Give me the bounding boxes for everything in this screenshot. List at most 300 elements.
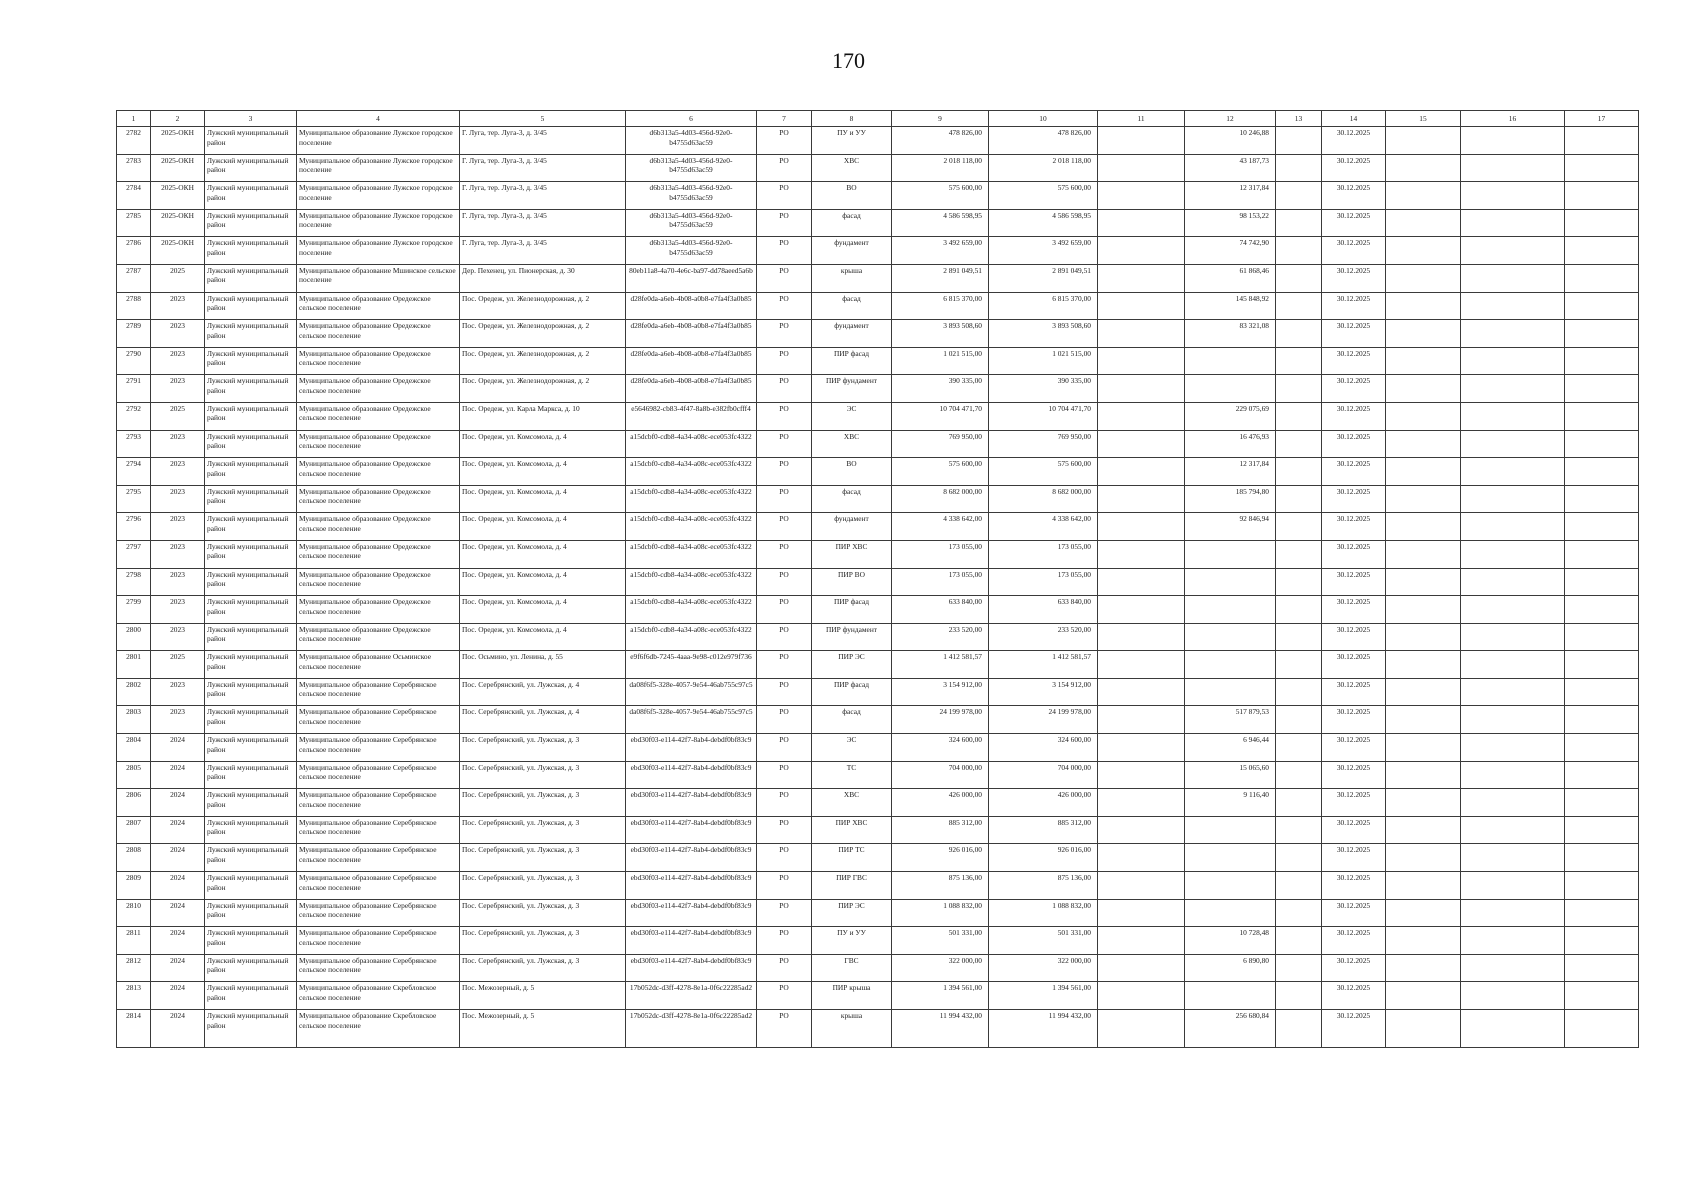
table-cell	[1185, 375, 1276, 403]
table-cell: 2793	[117, 430, 151, 458]
table-cell: Лужский муниципальный район	[205, 872, 297, 900]
table-cell	[1276, 816, 1322, 844]
table-cell	[1461, 375, 1565, 403]
table-cell: Пос. Серебрянский, ул. Лужская, д. 3	[460, 761, 626, 789]
table-cell	[1098, 375, 1185, 403]
table-cell: 15 065,60	[1185, 761, 1276, 789]
table-cell: 2801	[117, 651, 151, 679]
table-cell: 322 000,00	[989, 954, 1098, 982]
table-cell	[1185, 651, 1276, 679]
table-cell: 2807	[117, 816, 151, 844]
table-cell: РО	[757, 430, 812, 458]
table-cell: 30.12.2025	[1322, 458, 1386, 486]
table-cell	[1386, 347, 1461, 375]
table-cell	[1461, 623, 1565, 651]
table-cell	[1098, 127, 1185, 155]
table-cell: ТС	[812, 761, 892, 789]
table-cell	[1276, 292, 1322, 320]
table-cell: Лужский муниципальный район	[205, 292, 297, 320]
table-cell	[1276, 402, 1322, 430]
table-cell	[1276, 264, 1322, 292]
table-cell: РО	[757, 596, 812, 624]
table-cell	[1185, 844, 1276, 872]
table-cell: Пос. Серебрянский, ул. Лужская, д. 4	[460, 706, 626, 734]
table-cell	[1276, 899, 1322, 927]
table-cell: Пос. Оредеж, ул. Комсомола, д. 4	[460, 513, 626, 541]
table-cell: РО	[757, 568, 812, 596]
table-cell: 173 055,00	[989, 568, 1098, 596]
table-cell	[1098, 402, 1185, 430]
table-row	[117, 264, 1639, 292]
table-cell: 2812	[117, 954, 151, 982]
table-cell: 173 055,00	[989, 540, 1098, 568]
table-cell	[1565, 292, 1639, 320]
table-cell	[1461, 899, 1565, 927]
table-cell	[1565, 540, 1639, 568]
table-cell: 30.12.2025	[1322, 347, 1386, 375]
table-cell: 575 600,00	[989, 458, 1098, 486]
table-cell: Лужский муниципальный район	[205, 1010, 297, 1048]
table-cell: РО	[757, 292, 812, 320]
table-cell	[1565, 375, 1639, 403]
table-cell	[1386, 816, 1461, 844]
table-cell	[1565, 761, 1639, 789]
table-cell: Пос. Оредеж, ул. Комсомола, д. 4	[460, 485, 626, 513]
table-cell	[1461, 954, 1565, 982]
table-cell: Лужский муниципальный район	[205, 761, 297, 789]
table-cell: 6 815 370,00	[892, 292, 989, 320]
table-cell: 501 331,00	[989, 927, 1098, 955]
table-cell: Пос. Оредеж, ул. Комсомола, д. 4	[460, 540, 626, 568]
table-cell	[1098, 596, 1185, 624]
table-cell: Лужский муниципальный район	[205, 568, 297, 596]
table-cell: Лужский муниципальный район	[205, 320, 297, 348]
table-cell	[1276, 347, 1322, 375]
table-cell: 185 794,80	[1185, 485, 1276, 513]
table-cell: 17b052dc-d3ff-4278-8e1a-0f6c22285ad2	[626, 982, 757, 1010]
table-cell: Пос. Оредеж, ул. Комсомола, д. 4	[460, 568, 626, 596]
table-cell: 1 412 581,57	[989, 651, 1098, 679]
table-cell: Муниципальное образование Серебрянское сельское поселение	[297, 872, 460, 900]
table-cell: 2023	[151, 458, 205, 486]
table-cell	[1386, 154, 1461, 182]
table-cell: 2025-ОКН	[151, 154, 205, 182]
table-cell	[1276, 375, 1322, 403]
table-cell: фундамент	[812, 320, 892, 348]
table-row	[117, 568, 1639, 596]
table-cell: 16 476,93	[1185, 430, 1276, 458]
table-cell: 61 868,46	[1185, 264, 1276, 292]
table-cell: Пос. Оредеж, ул. Карла Маркса, д. 10	[460, 402, 626, 430]
table-cell: ebd30f03-e114-42f7-8ab4-debdf0bf83c9	[626, 954, 757, 982]
table-cell: ebd30f03-e114-42f7-8ab4-debdf0bf83c9	[626, 734, 757, 762]
table-cell: Пос. Серебрянский, ул. Лужская, д. 3	[460, 927, 626, 955]
table-cell: 8 682 000,00	[989, 485, 1098, 513]
table-cell: 80eb11a8-4a70-4e6c-ba97-dd78aeed5a6b	[626, 264, 757, 292]
table-cell: a15dcbf0-cdb8-4a34-a08c-ece053fc4322	[626, 540, 757, 568]
table-cell: 478 826,00	[892, 127, 989, 155]
table-cell	[1276, 540, 1322, 568]
table-cell: 704 000,00	[989, 761, 1098, 789]
table-cell	[1386, 513, 1461, 541]
table-cell	[1098, 568, 1185, 596]
table-cell	[1386, 485, 1461, 513]
table-cell: РО	[757, 237, 812, 265]
table-cell: 2023	[151, 485, 205, 513]
table-cell: ПУ и УУ	[812, 127, 892, 155]
table-cell: Пос. Серебрянский, ул. Лужская, д. 3	[460, 872, 626, 900]
table-cell: 2797	[117, 540, 151, 568]
table-cell: 2023	[151, 678, 205, 706]
column-header: 6	[626, 111, 757, 127]
column-header: 17	[1565, 111, 1639, 127]
table-cell: РО	[757, 375, 812, 403]
column-header: 3	[205, 111, 297, 127]
table-cell: 30.12.2025	[1322, 816, 1386, 844]
table-cell: Г. Луга, тер. Луга-3, д. 3/45	[460, 237, 626, 265]
table-cell: d6b313a5-4d03-456d-92e0-b4755d63ac59	[626, 209, 757, 237]
table-cell: крыша	[812, 264, 892, 292]
table-cell: РО	[757, 982, 812, 1010]
table-cell	[1276, 209, 1322, 237]
table-cell	[1565, 899, 1639, 927]
table-cell: Муниципальное образование Скребловское сельское поселение	[297, 982, 460, 1010]
table-cell	[1276, 320, 1322, 348]
table-cell	[1461, 182, 1565, 210]
column-header: 1	[117, 111, 151, 127]
table-cell: 145 848,92	[1185, 292, 1276, 320]
table-cell	[1565, 513, 1639, 541]
table-cell: 769 950,00	[892, 430, 989, 458]
table-cell	[1098, 430, 1185, 458]
table-cell	[1461, 540, 1565, 568]
table-cell: 30.12.2025	[1322, 209, 1386, 237]
table-cell	[1276, 927, 1322, 955]
table-cell: 2025-ОКН	[151, 127, 205, 155]
table-cell: Муниципальное образование Оредежское сельское поселение	[297, 540, 460, 568]
table-cell: 43 187,73	[1185, 154, 1276, 182]
table-cell: Муниципальное образование Оредежское сельское поселение	[297, 292, 460, 320]
column-header: 16	[1461, 111, 1565, 127]
table-cell	[1276, 237, 1322, 265]
table-cell	[1386, 596, 1461, 624]
table-cell: 2784	[117, 182, 151, 210]
table-cell	[1276, 623, 1322, 651]
table-cell	[1098, 872, 1185, 900]
table-cell: 2023	[151, 596, 205, 624]
table-cell: Муниципальное образование Серебрянское сельское поселение	[297, 706, 460, 734]
table-cell	[1098, 237, 1185, 265]
table-row	[117, 127, 1639, 155]
table-cell: 2 891 049,51	[989, 264, 1098, 292]
table-cell: 30.12.2025	[1322, 237, 1386, 265]
table-cell: 2023	[151, 292, 205, 320]
table-cell: 83 321,08	[1185, 320, 1276, 348]
table-cell	[1276, 678, 1322, 706]
table-row	[117, 734, 1639, 762]
table-cell: ПИР фасад	[812, 596, 892, 624]
table-cell: фасад	[812, 485, 892, 513]
table-cell	[1185, 623, 1276, 651]
column-header: 5	[460, 111, 626, 127]
column-header: 4	[297, 111, 460, 127]
table-cell	[1461, 1010, 1565, 1048]
table-row	[117, 237, 1639, 265]
table-cell: Муниципальное образование Оредежское сельское поселение	[297, 513, 460, 541]
table-cell: 2023	[151, 513, 205, 541]
table-cell: Лужский муниципальный район	[205, 127, 297, 155]
table-cell	[1386, 954, 1461, 982]
table-cell: 30.12.2025	[1322, 761, 1386, 789]
table-cell: 6 815 370,00	[989, 292, 1098, 320]
table-cell: 17b052dc-d3ff-4278-8e1a-0f6c22285ad2	[626, 1010, 757, 1048]
column-header: 10	[989, 111, 1098, 127]
table-cell: 3 154 912,00	[892, 678, 989, 706]
table-cell: 2025	[151, 264, 205, 292]
table-cell: Пос. Оредеж, ул. Железнодорожная, д. 2	[460, 292, 626, 320]
table-row	[117, 375, 1639, 403]
table-cell: 390 335,00	[892, 375, 989, 403]
table-cell: 10 704 471,70	[892, 402, 989, 430]
table-cell: 2025-ОКН	[151, 237, 205, 265]
table-row	[117, 513, 1639, 541]
table-cell: 2790	[117, 347, 151, 375]
table-cell: 426 000,00	[892, 789, 989, 817]
table-cell	[1461, 706, 1565, 734]
table-cell: d6b313a5-4d03-456d-92e0-b4755d63ac59	[626, 154, 757, 182]
table-cell	[1461, 402, 1565, 430]
table-cell: 2808	[117, 844, 151, 872]
table-cell	[1565, 320, 1639, 348]
table-cell	[1565, 430, 1639, 458]
table-cell	[1461, 568, 1565, 596]
column-header: 14	[1322, 111, 1386, 127]
table-row	[117, 347, 1639, 375]
table-cell	[1461, 678, 1565, 706]
table-cell	[1276, 651, 1322, 679]
table-cell: Муниципальное образование Осьминское сельское поселение	[297, 651, 460, 679]
table-cell: ebd30f03-e114-42f7-8ab4-debdf0bf83c9	[626, 899, 757, 927]
table-cell	[1185, 540, 1276, 568]
table-cell: 1 088 832,00	[892, 899, 989, 927]
table-row	[117, 899, 1639, 927]
table-cell: 2800	[117, 623, 151, 651]
table-cell: 2802	[117, 678, 151, 706]
table-cell: d28fe0da-a6eb-4b08-a0b8-e7fa4f3a0b85	[626, 320, 757, 348]
table-cell: ebd30f03-e114-42f7-8ab4-debdf0bf83c9	[626, 844, 757, 872]
table-cell: a15dcbf0-cdb8-4a34-a08c-ece053fc4322	[626, 430, 757, 458]
table-cell: ebd30f03-e114-42f7-8ab4-debdf0bf83c9	[626, 872, 757, 900]
column-number-row	[117, 111, 1639, 127]
table-cell	[1185, 568, 1276, 596]
table-cell: 30.12.2025	[1322, 264, 1386, 292]
page-number: 170	[832, 48, 865, 73]
table-cell: РО	[757, 927, 812, 955]
table-cell: Пос. Осьмино, ул. Ленина, д. 55	[460, 651, 626, 679]
table-cell: 9 116,40	[1185, 789, 1276, 817]
table-cell: фундамент	[812, 237, 892, 265]
table-cell: РО	[757, 899, 812, 927]
table-cell	[1386, 623, 1461, 651]
table-cell: d28fe0da-a6eb-4b08-a0b8-e7fa4f3a0b85	[626, 375, 757, 403]
table-cell	[1098, 1010, 1185, 1048]
table-cell	[1565, 651, 1639, 679]
table-cell: ГВС	[812, 954, 892, 982]
table-cell	[1565, 982, 1639, 1010]
table-row	[117, 540, 1639, 568]
table-cell: 322 000,00	[892, 954, 989, 982]
table-cell: Лужский муниципальный район	[205, 816, 297, 844]
table-cell: da08f6f5-328e-4057-9e54-46ab755c97c5	[626, 706, 757, 734]
table-cell: 2791	[117, 375, 151, 403]
table-cell	[1098, 678, 1185, 706]
table-cell	[1386, 430, 1461, 458]
table-cell	[1386, 678, 1461, 706]
table-cell	[1565, 816, 1639, 844]
table-cell: Муниципальное образование Оредежское сельское поселение	[297, 485, 460, 513]
table-cell: Лужский муниципальный район	[205, 954, 297, 982]
table-cell: Муниципальное образование Оредежское сельское поселение	[297, 623, 460, 651]
table-cell	[1276, 844, 1322, 872]
table-cell: 2799	[117, 596, 151, 624]
table-cell: 2814	[117, 1010, 151, 1048]
register-table	[116, 110, 1639, 1048]
table-cell: РО	[757, 264, 812, 292]
table-cell	[1565, 872, 1639, 900]
table-cell	[1386, 734, 1461, 762]
table-cell: Муниципальное образование Серебрянское сельское поселение	[297, 899, 460, 927]
table-cell: Муниципальное образование Оредежское сельское поселение	[297, 347, 460, 375]
table-cell: a15dcbf0-cdb8-4a34-a08c-ece053fc4322	[626, 485, 757, 513]
table-cell: 2024	[151, 761, 205, 789]
table-cell: 173 055,00	[892, 568, 989, 596]
table-cell	[1461, 127, 1565, 155]
table-cell: Лужский муниципальный район	[205, 789, 297, 817]
table-cell: 30.12.2025	[1322, 513, 1386, 541]
table-cell: ПИР фасад	[812, 347, 892, 375]
table-cell: 478 826,00	[989, 127, 1098, 155]
table-cell: 30.12.2025	[1322, 734, 1386, 762]
table-cell	[1461, 927, 1565, 955]
table-row	[117, 651, 1639, 679]
table-cell: Пос. Серебрянский, ул. Лужская, д. 4	[460, 678, 626, 706]
table-cell: 2 018 118,00	[989, 154, 1098, 182]
table-cell: Муниципальное образование Серебрянское сельское поселение	[297, 761, 460, 789]
column-header: 13	[1276, 111, 1322, 127]
table-cell	[1386, 540, 1461, 568]
table-row	[117, 402, 1639, 430]
table-cell: ХВС	[812, 430, 892, 458]
table-cell: 2795	[117, 485, 151, 513]
table-cell	[1565, 209, 1639, 237]
table-cell: ПИР ХВС	[812, 540, 892, 568]
table-cell: РО	[757, 734, 812, 762]
table-cell: 10 704 471,70	[989, 402, 1098, 430]
table-cell: 885 312,00	[989, 816, 1098, 844]
table-row	[117, 789, 1639, 817]
table-cell: ВО	[812, 182, 892, 210]
table-cell: 885 312,00	[892, 816, 989, 844]
table-cell	[1565, 154, 1639, 182]
table-cell: 11 994 432,00	[989, 1010, 1098, 1048]
table-cell	[1461, 154, 1565, 182]
table-cell: 10 246,88	[1185, 127, 1276, 155]
table-cell: 3 893 508,60	[989, 320, 1098, 348]
table-cell: Лужский муниципальный район	[205, 430, 297, 458]
table-cell: Пос. Оредеж, ул. Железнодорожная, д. 2	[460, 320, 626, 348]
table-cell	[1276, 954, 1322, 982]
table-cell: ВО	[812, 458, 892, 486]
table-cell: Лужский муниципальный район	[205, 458, 297, 486]
table-cell: ПИР ГВС	[812, 872, 892, 900]
table-cell	[1386, 844, 1461, 872]
table-cell	[1565, 127, 1639, 155]
table-cell	[1565, 182, 1639, 210]
table-cell	[1098, 623, 1185, 651]
table-cell: РО	[757, 623, 812, 651]
table-cell	[1386, 789, 1461, 817]
table-cell: a15dcbf0-cdb8-4a34-a08c-ece053fc4322	[626, 568, 757, 596]
table-cell: Пос. Серебрянский, ул. Лужская, д. 3	[460, 954, 626, 982]
table-cell: 2798	[117, 568, 151, 596]
table-cell: 2788	[117, 292, 151, 320]
table-cell	[1185, 347, 1276, 375]
table-cell	[1386, 872, 1461, 900]
table-cell	[1386, 402, 1461, 430]
table-cell	[1565, 264, 1639, 292]
table-cell: 2023	[151, 347, 205, 375]
table-cell: Пос. Серебрянский, ул. Лужская, д. 3	[460, 844, 626, 872]
table-cell: 30.12.2025	[1322, 954, 1386, 982]
table-cell: РО	[757, 789, 812, 817]
table-cell	[1276, 430, 1322, 458]
table-cell: d6b313a5-4d03-456d-92e0-b4755d63ac59	[626, 237, 757, 265]
table-cell: Пос. Оредеж, ул. Железнодорожная, д. 2	[460, 375, 626, 403]
table-cell: 30.12.2025	[1322, 844, 1386, 872]
table-cell: Г. Луга, тер. Луга-3, д. 3/45	[460, 154, 626, 182]
table-cell	[1098, 761, 1185, 789]
table-cell: ПИР фасад	[812, 678, 892, 706]
table-cell: Муниципальное образование Лужское городское поселение	[297, 237, 460, 265]
table-cell	[1098, 927, 1185, 955]
table-cell	[1276, 513, 1322, 541]
table-cell	[1461, 458, 1565, 486]
table-cell: 2805	[117, 761, 151, 789]
table-cell	[1276, 127, 1322, 155]
table-cell	[1276, 596, 1322, 624]
table-cell	[1386, 264, 1461, 292]
table-cell	[1461, 430, 1565, 458]
table-cell	[1098, 154, 1185, 182]
table-cell	[1386, 706, 1461, 734]
table-cell: 2024	[151, 789, 205, 817]
table-cell: ebd30f03-e114-42f7-8ab4-debdf0bf83c9	[626, 761, 757, 789]
table-cell	[1276, 568, 1322, 596]
table-cell	[1386, 320, 1461, 348]
table-cell: ПИР ХВС	[812, 816, 892, 844]
table-cell	[1098, 789, 1185, 817]
table-cell	[1461, 761, 1565, 789]
table-cell: 2023	[151, 568, 205, 596]
table-cell	[1565, 734, 1639, 762]
table-cell: РО	[757, 706, 812, 734]
column-header: 11	[1098, 111, 1185, 127]
table-cell: 74 742,90	[1185, 237, 1276, 265]
table-cell: 926 016,00	[892, 844, 989, 872]
table-cell: 30.12.2025	[1322, 678, 1386, 706]
table-cell: 30.12.2025	[1322, 982, 1386, 1010]
table-cell: Муниципальное образование Серебрянское сельское поселение	[297, 927, 460, 955]
